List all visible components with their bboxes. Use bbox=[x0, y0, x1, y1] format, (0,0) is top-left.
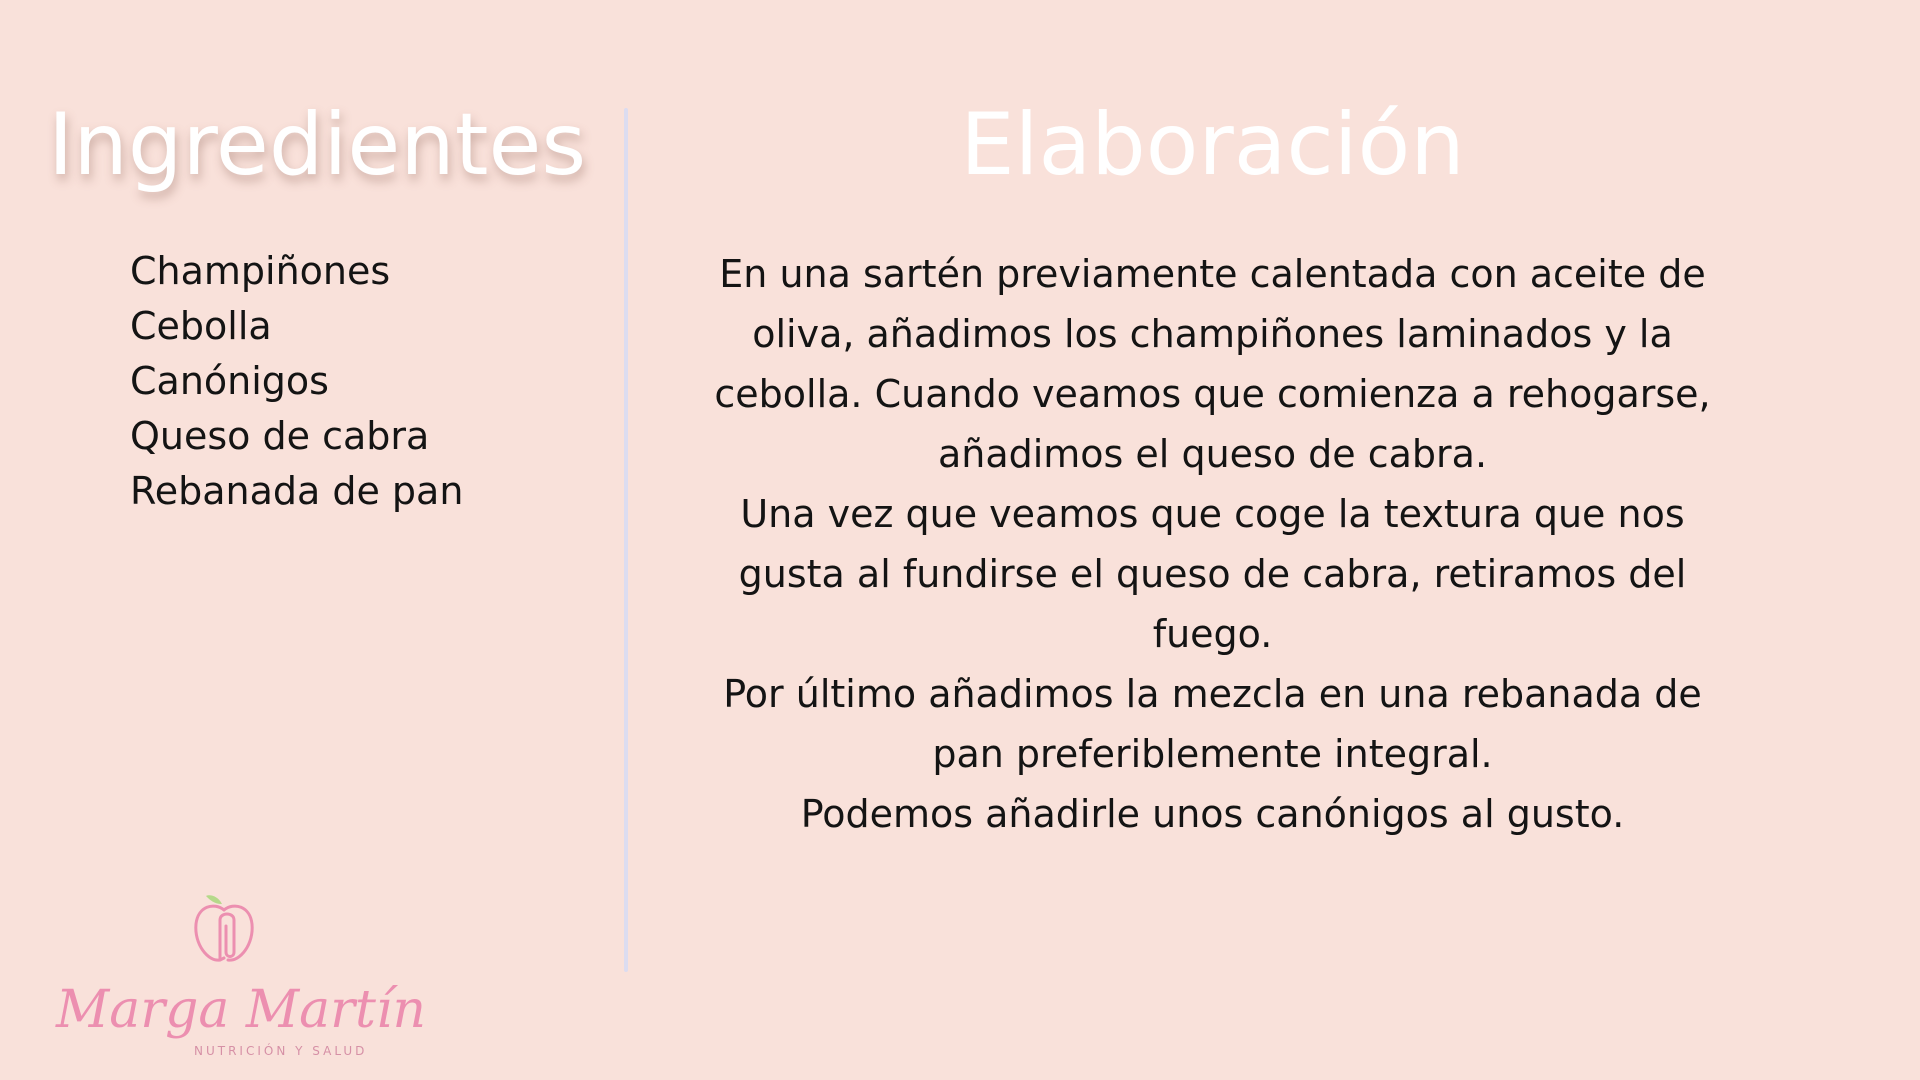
elaboration-heading: Elaboración bbox=[960, 95, 1465, 195]
brand-logo bbox=[56, 884, 427, 1064]
ingredients-heading: Ingredientes bbox=[48, 95, 587, 195]
elaboration-text bbox=[690, 244, 1735, 844]
ingredient-item: Rebanada de pan bbox=[130, 469, 464, 513]
column-divider bbox=[624, 108, 628, 972]
ingredient-item: Cebolla bbox=[130, 304, 272, 348]
logo-tagline: NUTRICIÓN Y SALUD bbox=[194, 1044, 368, 1058]
ingredient-item: Queso de cabra bbox=[130, 414, 430, 458]
logo-name: Marga Martín bbox=[56, 980, 427, 1040]
elaboration-paragraph: Por último añadimos la mezcla en una rebanada de pan preferiblemente integral. bbox=[723, 672, 1702, 776]
apple-paperclip-icon bbox=[184, 890, 264, 970]
ingredient-item: Canónigos bbox=[130, 359, 329, 403]
ingredient-item: Champiñones bbox=[130, 249, 391, 293]
ingredients-list bbox=[130, 244, 463, 519]
elaboration-paragraph: En una sartén previamente calentada con aceite de oliva, añadimos los champiñones laminados y la cebolla. Cuando veamos que comienza a rehogarse, añadimos el queso de cabra. bbox=[714, 252, 1711, 476]
elaboration-paragraph: Podemos añadirle unos canónigos al gusto. bbox=[800, 792, 1625, 836]
elaboration-paragraph: Una vez que veamos que coge la textura que nos gusta al fundirse el queso de cabra, retiramos del fuego. bbox=[738, 492, 1687, 656]
